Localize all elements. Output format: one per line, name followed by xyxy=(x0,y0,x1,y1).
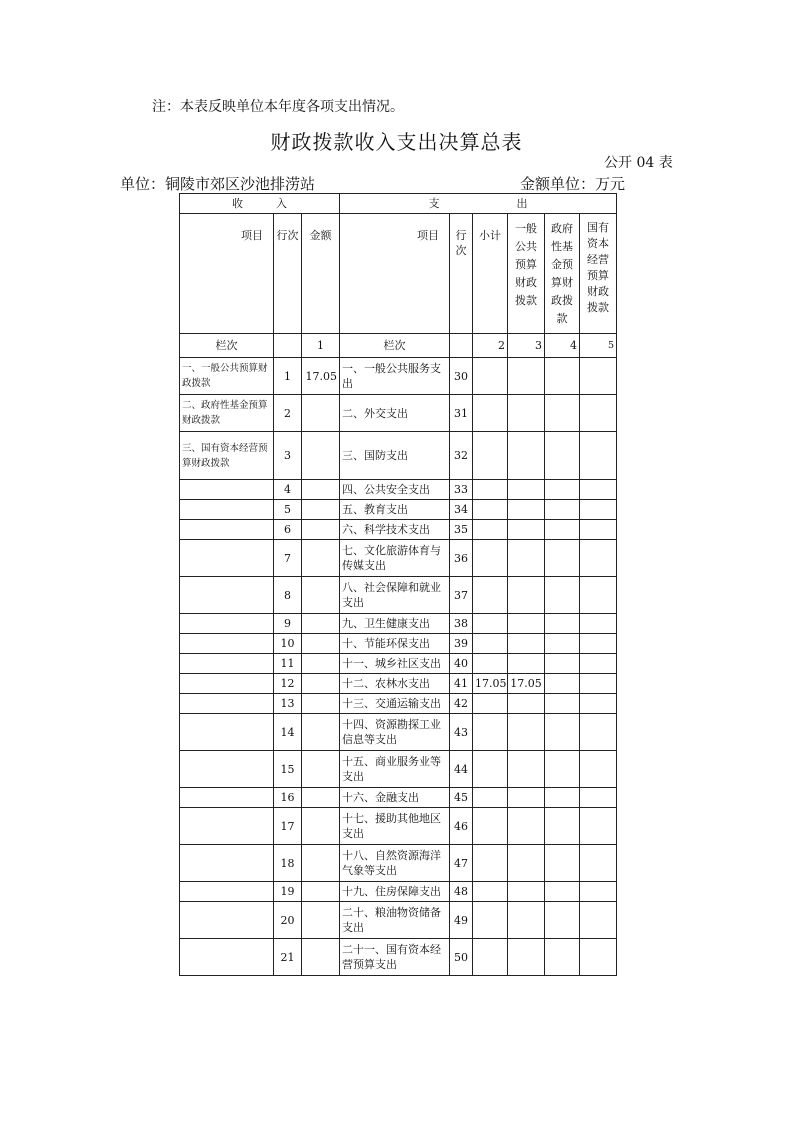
fund-budget-cell xyxy=(545,902,580,939)
subtotal-cell xyxy=(473,540,508,577)
fund-budget-cell xyxy=(545,694,580,714)
income-item-cell xyxy=(180,902,274,939)
table-row xyxy=(180,882,617,902)
state-capital-cell xyxy=(580,902,617,939)
general-budget-cell xyxy=(508,939,545,976)
amount-cell xyxy=(302,939,340,976)
fund-budget-cell xyxy=(545,432,580,480)
subtotal-cell xyxy=(473,358,508,395)
expense-item-cell: 十、节能环保支出 xyxy=(340,634,450,654)
subtotal-cell xyxy=(473,654,508,674)
expense-item-cell: 十六、金融支出 xyxy=(340,788,450,808)
income-item-cell: 三、国有资本经营预算财政拨款 xyxy=(180,432,274,480)
state-capital-cell xyxy=(580,654,617,674)
income-row-no-cell: 12 xyxy=(274,674,302,694)
income-row-no-cell: 7 xyxy=(274,540,302,577)
income-item-cell xyxy=(180,654,274,674)
amount-cell xyxy=(302,540,340,577)
income-row-no-cell: 10 xyxy=(274,634,302,654)
col-2-label: 2 xyxy=(473,334,508,358)
expense-item-cell: 三、国防支出 xyxy=(340,432,450,480)
expense-row-no-cell: 33 xyxy=(450,480,473,500)
table-note: 注：本表反映单位本年度各项支出情况。 xyxy=(152,99,404,115)
subtotal-cell xyxy=(473,751,508,788)
subtotal-cell xyxy=(473,694,508,714)
table-row xyxy=(180,395,617,432)
state-capital-header: 国有资本经营预算财政拨款 xyxy=(580,214,617,334)
expense-column-label: 栏次 xyxy=(340,334,450,358)
blank-cell xyxy=(450,334,473,358)
subtotal-cell xyxy=(473,577,508,614)
general-budget-cell xyxy=(508,845,545,882)
income-row-no-cell: 21 xyxy=(274,939,302,976)
income-row-no-cell: 16 xyxy=(274,788,302,808)
amount-cell xyxy=(302,395,340,432)
subtotal-cell xyxy=(473,714,508,751)
income-row-no-cell: 2 xyxy=(274,395,302,432)
income-item-header: 项目 xyxy=(180,214,274,334)
income-item-cell xyxy=(180,714,274,751)
table-row xyxy=(180,540,617,577)
expense-row-no-cell: 43 xyxy=(450,714,473,751)
table-row xyxy=(180,432,617,480)
state-capital-cell xyxy=(580,395,617,432)
expense-item-cell: 十四、资源勘探工业信息等支出 xyxy=(340,714,450,751)
header-row-columns xyxy=(180,214,617,334)
fund-budget-cell xyxy=(545,882,580,902)
income-item-cell xyxy=(180,634,274,654)
income-row-no-cell: 19 xyxy=(274,882,302,902)
amount-cell xyxy=(302,751,340,788)
general-budget-cell xyxy=(508,751,545,788)
income-row-no-cell: 5 xyxy=(274,500,302,520)
fund-budget-cell xyxy=(545,520,580,540)
expense-row-no-cell: 48 xyxy=(450,882,473,902)
amount-cell xyxy=(302,480,340,500)
general-budget-cell xyxy=(508,634,545,654)
income-item-cell xyxy=(180,751,274,788)
state-capital-cell xyxy=(580,500,617,520)
income-row-no-cell: 6 xyxy=(274,520,302,540)
expense-row-no-cell: 30 xyxy=(450,358,473,395)
fund-budget-cell xyxy=(545,939,580,976)
general-budget-cell xyxy=(508,577,545,614)
amount-cell xyxy=(302,902,340,939)
fund-budget-cell xyxy=(545,751,580,788)
general-budget-cell xyxy=(508,432,545,480)
expense-row-no-header: 行次 xyxy=(450,214,473,334)
amount-cell xyxy=(302,614,340,634)
state-capital-cell xyxy=(580,540,617,577)
col-1-label: 1 xyxy=(302,334,340,358)
general-budget-cell xyxy=(508,714,545,751)
amount-cell xyxy=(302,882,340,902)
state-capital-cell xyxy=(580,939,617,976)
expense-item-cell: 七、文化旅游体育与传媒支出 xyxy=(340,540,450,577)
subtotal-cell: 17.05 xyxy=(473,674,508,694)
fund-budget-cell xyxy=(545,634,580,654)
amount-cell xyxy=(302,674,340,694)
income-row-no-cell: 11 xyxy=(274,654,302,674)
expense-item-cell: 二十一、国有资本经营预算支出 xyxy=(340,939,450,976)
amount-cell: 17.05 xyxy=(302,358,340,395)
table-row xyxy=(180,674,617,694)
income-item-cell xyxy=(180,614,274,634)
expense-row-no-cell: 37 xyxy=(450,577,473,614)
subtotal-cell xyxy=(473,480,508,500)
amount-header: 金额 xyxy=(302,214,340,334)
fund-budget-cell xyxy=(545,395,580,432)
subtotal-cell xyxy=(473,845,508,882)
general-budget-cell xyxy=(508,902,545,939)
table-row xyxy=(180,480,617,500)
fund-budget-cell xyxy=(545,480,580,500)
expense-row-no-cell: 44 xyxy=(450,751,473,788)
col-3-label: 3 xyxy=(508,334,545,358)
general-budget-cell xyxy=(508,614,545,634)
expense-item-cell: 十九、住房保障支出 xyxy=(340,882,450,902)
general-budget-cell: 17.05 xyxy=(508,674,545,694)
expense-row-no-cell: 45 xyxy=(450,788,473,808)
income-item-cell: 一、一般公共预算财政拨款 xyxy=(180,358,274,395)
subtotal-header: 小计 xyxy=(473,214,508,334)
fund-budget-cell xyxy=(545,654,580,674)
table-row xyxy=(180,520,617,540)
income-row-no-cell: 8 xyxy=(274,577,302,614)
amount-cell xyxy=(302,654,340,674)
table-row xyxy=(180,845,617,882)
amount-cell xyxy=(302,694,340,714)
income-row-no-cell: 18 xyxy=(274,845,302,882)
subtotal-cell xyxy=(473,520,508,540)
state-capital-cell xyxy=(580,614,617,634)
table-row xyxy=(180,902,617,939)
state-capital-cell xyxy=(580,751,617,788)
state-capital-cell xyxy=(580,788,617,808)
table-row xyxy=(180,808,617,845)
table-row xyxy=(180,939,617,976)
fund-budget-cell xyxy=(545,614,580,634)
amount-cell xyxy=(302,500,340,520)
expense-item-header: 项目 xyxy=(340,214,450,334)
income-row-no-cell: 15 xyxy=(274,751,302,788)
money-unit-label: 金额单位：万元 xyxy=(520,175,626,193)
fund-budget-cell xyxy=(545,540,580,577)
income-row-no-cell: 9 xyxy=(274,614,302,634)
expense-row-no-cell: 32 xyxy=(450,432,473,480)
general-budget-header: 一般公共预算财政拨款 xyxy=(508,214,545,334)
subtotal-cell xyxy=(473,432,508,480)
blank-cell xyxy=(274,334,302,358)
income-item-cell xyxy=(180,540,274,577)
page-title: 财政拨款收入支出决算总表 xyxy=(270,130,523,154)
income-row-no-cell: 4 xyxy=(274,480,302,500)
expense-item-cell: 一、一般公共服务支出 xyxy=(340,358,450,395)
table-row xyxy=(180,614,617,634)
general-budget-cell xyxy=(508,480,545,500)
expense-item-cell: 八、社会保障和就业支出 xyxy=(340,577,450,614)
amount-cell xyxy=(302,634,340,654)
unit-label: 单位：铜陵市郊区沙池排涝站 xyxy=(120,175,316,193)
income-item-cell xyxy=(180,808,274,845)
budget-table xyxy=(179,193,617,976)
state-capital-cell xyxy=(580,714,617,751)
income-row-no-cell: 13 xyxy=(274,694,302,714)
fund-budget-cell xyxy=(545,845,580,882)
income-item-cell xyxy=(180,500,274,520)
fund-budget-cell xyxy=(545,500,580,520)
income-row-no-cell: 17 xyxy=(274,808,302,845)
expense-item-cell: 十一、城乡社区支出 xyxy=(340,654,450,674)
income-item-cell: 二、政府性基金预算财政拨款 xyxy=(180,395,274,432)
expense-row-no-cell: 36 xyxy=(450,540,473,577)
expense-row-no-cell: 39 xyxy=(450,634,473,654)
expense-item-cell: 二、外交支出 xyxy=(340,395,450,432)
income-item-cell xyxy=(180,577,274,614)
general-budget-cell xyxy=(508,654,545,674)
expense-row-no-cell: 35 xyxy=(450,520,473,540)
expense-header: 支 出 xyxy=(340,194,617,214)
fund-budget-cell xyxy=(545,714,580,751)
subtotal-cell xyxy=(473,902,508,939)
income-row-no-cell: 14 xyxy=(274,714,302,751)
expense-item-cell: 九、卫生健康支出 xyxy=(340,614,450,634)
fund-budget-cell xyxy=(545,808,580,845)
income-header: 收 入 xyxy=(180,194,340,214)
expense-item-cell: 十二、农林水支出 xyxy=(340,674,450,694)
expense-item-cell: 十五、商业服务业等支出 xyxy=(340,751,450,788)
expense-item-cell: 二十、粮油物资储备支出 xyxy=(340,902,450,939)
fund-budget-header: 政府性基金预算财政拨款 xyxy=(545,214,580,334)
expense-row-no-cell: 34 xyxy=(450,500,473,520)
subtotal-cell xyxy=(473,634,508,654)
amount-cell xyxy=(302,788,340,808)
table-row xyxy=(180,751,617,788)
col-4-label: 4 xyxy=(545,334,580,358)
table-row xyxy=(180,577,617,614)
subtotal-cell xyxy=(473,395,508,432)
state-capital-cell xyxy=(580,694,617,714)
income-row-no-cell: 3 xyxy=(274,432,302,480)
state-capital-cell xyxy=(580,845,617,882)
general-budget-cell xyxy=(508,358,545,395)
general-budget-cell xyxy=(508,520,545,540)
amount-cell xyxy=(302,520,340,540)
income-item-cell xyxy=(180,788,274,808)
expense-row-no-cell: 46 xyxy=(450,808,473,845)
general-budget-cell xyxy=(508,808,545,845)
general-budget-cell xyxy=(508,694,545,714)
state-capital-cell xyxy=(580,432,617,480)
general-budget-cell xyxy=(508,788,545,808)
income-item-cell xyxy=(180,694,274,714)
table-row xyxy=(180,654,617,674)
subtotal-cell xyxy=(473,500,508,520)
general-budget-cell xyxy=(508,882,545,902)
expense-row-no-cell: 49 xyxy=(450,902,473,939)
state-capital-cell xyxy=(580,634,617,654)
state-capital-cell xyxy=(580,577,617,614)
state-capital-cell xyxy=(580,480,617,500)
table-row xyxy=(180,634,617,654)
state-capital-cell xyxy=(580,674,617,694)
expense-item-cell: 五、教育支出 xyxy=(340,500,450,520)
subtotal-cell xyxy=(473,882,508,902)
fund-budget-cell xyxy=(545,674,580,694)
expense-item-cell: 四、公共安全支出 xyxy=(340,480,450,500)
expense-row-no-cell: 31 xyxy=(450,395,473,432)
table-row xyxy=(180,694,617,714)
income-item-cell xyxy=(180,882,274,902)
expense-row-no-cell: 42 xyxy=(450,694,473,714)
income-item-cell xyxy=(180,674,274,694)
expense-row-no-cell: 38 xyxy=(450,614,473,634)
column-number-row xyxy=(180,334,617,358)
general-budget-cell xyxy=(508,540,545,577)
state-capital-cell xyxy=(580,808,617,845)
expense-item-cell: 六、科学技术支出 xyxy=(340,520,450,540)
expense-row-no-cell: 40 xyxy=(450,654,473,674)
col-5-label: 5 xyxy=(580,334,617,358)
table-row xyxy=(180,788,617,808)
amount-cell xyxy=(302,577,340,614)
income-row-no-header: 行次 xyxy=(274,214,302,334)
amount-cell xyxy=(302,808,340,845)
header-row-sections xyxy=(180,194,617,214)
fund-budget-cell xyxy=(545,577,580,614)
subtotal-cell xyxy=(473,808,508,845)
fund-budget-cell xyxy=(545,788,580,808)
state-capital-cell xyxy=(580,882,617,902)
general-budget-cell xyxy=(508,500,545,520)
expense-item-cell: 十三、交通运输支出 xyxy=(340,694,450,714)
form-code: 公开 04 表 xyxy=(604,155,673,171)
amount-cell xyxy=(302,714,340,751)
subtotal-cell xyxy=(473,614,508,634)
table-row xyxy=(180,358,617,395)
expense-row-no-cell: 41 xyxy=(450,674,473,694)
fund-budget-cell xyxy=(545,358,580,395)
table-row xyxy=(180,500,617,520)
amount-cell xyxy=(302,845,340,882)
amount-cell xyxy=(302,432,340,480)
expense-item-cell: 十八、自然资源海洋气象等支出 xyxy=(340,845,450,882)
expense-item-cell: 十七、援助其他地区支出 xyxy=(340,808,450,845)
state-capital-cell xyxy=(580,520,617,540)
expense-row-no-cell: 47 xyxy=(450,845,473,882)
subtotal-cell xyxy=(473,939,508,976)
expense-row-no-cell: 50 xyxy=(450,939,473,976)
income-column-label: 栏次 xyxy=(180,334,274,358)
state-capital-cell xyxy=(580,358,617,395)
table-row xyxy=(180,714,617,751)
income-row-no-cell: 20 xyxy=(274,902,302,939)
general-budget-cell xyxy=(508,395,545,432)
income-item-cell xyxy=(180,939,274,976)
subtotal-cell xyxy=(473,788,508,808)
income-item-cell xyxy=(180,480,274,500)
income-item-cell xyxy=(180,845,274,882)
income-item-cell xyxy=(180,520,274,540)
income-row-no-cell: 1 xyxy=(274,358,302,395)
